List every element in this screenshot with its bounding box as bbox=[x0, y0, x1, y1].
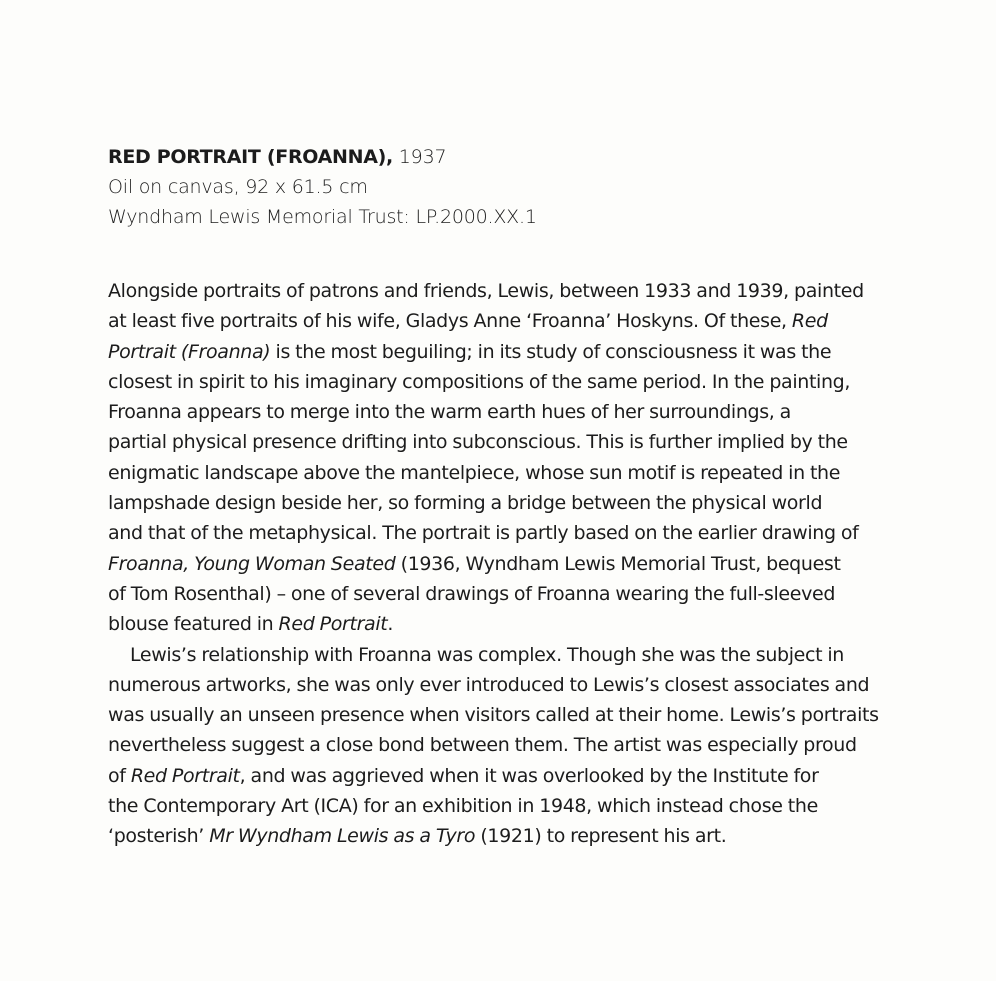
essay-line: nevertheless suggest a close bond between them. The artist was especially proud bbox=[108, 734, 857, 757]
catalogue-entry bbox=[108, 142, 948, 232]
essay-line: of Red Portrait, and was aggrieved when it was overlooked by the Institute for bbox=[108, 764, 819, 787]
italic-title: Mr Wyndham Lewis as a Tyro bbox=[209, 825, 476, 848]
essay-line: Froanna, Young Woman Seated (1936, Wyndham Lewis Memorial Trust, bequest bbox=[108, 552, 841, 575]
essay-paragraph-2 bbox=[108, 640, 948, 852]
artwork-medium: Oil on canvas, 92 x 61.5 cm bbox=[108, 176, 368, 198]
essay-line: Lewis’s relationship with Froanna was complex. Though she was the subject in bbox=[130, 643, 844, 666]
essay-line: at least five portraits of his wife, Gladys Anne ‘Froanna’ Hoskyns. Of these, Red bbox=[108, 310, 828, 333]
artwork-collection: Wyndham Lewis Memorial Trust: LP.2000.XX.1 bbox=[108, 206, 537, 228]
italic-title: Portrait (Froanna) bbox=[108, 340, 271, 363]
essay-line: and that of the metaphysical. The portrait is partly based on the earlier drawing of bbox=[108, 522, 859, 545]
essay-line: of Tom Rosenthal) – one of several drawings of Froanna wearing the full-sleeved bbox=[108, 582, 836, 605]
essay-line: blouse featured in Red Portrait. bbox=[108, 613, 394, 636]
essay-line: was usually an unseen presence when visitors called at their home. Lewis’s portraits bbox=[108, 704, 879, 727]
essay-line: enigmatic landscape above the mantelpiece, whose sun motif is repeated in the bbox=[108, 461, 841, 484]
italic-title: Froanna, Young Woman Seated bbox=[108, 552, 396, 575]
essay-line: Portrait (Froanna) is the most beguiling; in its study of consciousness it was the bbox=[108, 340, 832, 363]
essay-line: ‘posterish’ Mr Wyndham Lewis as a Tyro (1921) to represent his art. bbox=[108, 825, 727, 848]
essay-line: Alongside portraits of patrons and friends, Lewis, between 1933 and 1939, painted bbox=[108, 280, 864, 302]
essay-line: Froanna appears to merge into the warm earth hues of her surroundings, a bbox=[108, 401, 791, 424]
italic-title: Red bbox=[791, 310, 828, 333]
catalogue-page bbox=[108, 142, 948, 852]
essay-text bbox=[108, 276, 948, 852]
artwork-title: RED PORTRAIT (FROANNA), bbox=[108, 146, 393, 168]
essay-line: the Contemporary Art (ICA) for an exhibition in 1948, which instead chose the bbox=[108, 795, 818, 818]
essay-paragraph-1 bbox=[108, 276, 948, 640]
essay-line: closest in spirit to his imaginary compositions of the same period. In the painting, bbox=[108, 370, 851, 393]
entry-heading bbox=[108, 142, 948, 172]
essay-line: lampshade design beside her, so forming a bridge between the physical world bbox=[108, 492, 823, 515]
italic-title: Red Portrait bbox=[130, 764, 240, 787]
essay-line: partial physical presence drifting into subconscious. This is further implied by the bbox=[108, 431, 848, 454]
essay-line: numerous artworks, she was only ever introduced to Lewis’s closest associates and bbox=[108, 673, 870, 696]
artwork-year: 1937 bbox=[398, 146, 447, 168]
italic-title: Red Portrait bbox=[278, 613, 388, 636]
